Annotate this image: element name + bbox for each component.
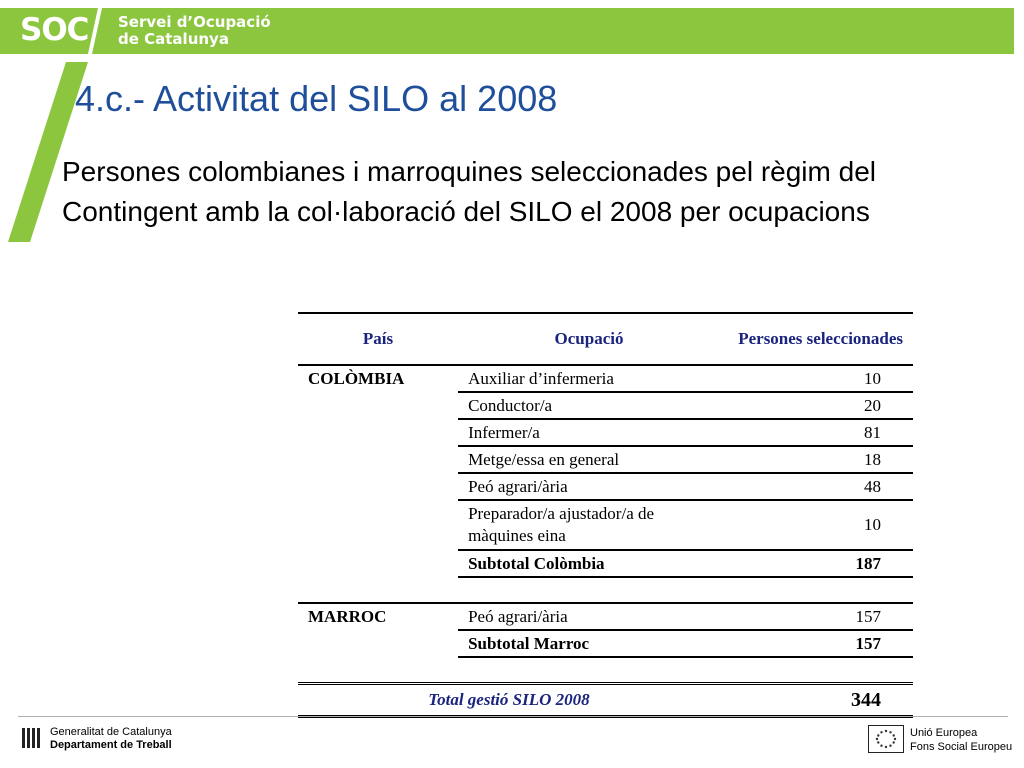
logo-slash-icon (88, 8, 102, 54)
table-row (298, 500, 913, 550)
header-band (0, 8, 1014, 54)
country-colombia: COLÒMBIA (308, 369, 405, 388)
table-row (298, 392, 913, 419)
occupation-cell: Auxiliar d’infermeria (458, 365, 720, 392)
eu-line2: Fons Social Europeu (910, 741, 1013, 753)
soc-logo-text: SOC (20, 12, 89, 48)
count-cell: 81 (720, 419, 913, 446)
total-label: Total gestió SILO 2008 (298, 684, 720, 717)
count-cell: 157 (720, 603, 913, 630)
generalitat-logo-icon (20, 726, 44, 750)
eu-flag-icon (868, 725, 904, 753)
footer-divider (18, 716, 1008, 717)
occupation-cell: Metge/essa en general (458, 446, 720, 473)
subtotal-label: Subtotal Marroc (458, 630, 720, 657)
country-marroc: MARROC (308, 607, 387, 626)
header-country: País (298, 313, 458, 365)
subtotal-row (298, 630, 913, 657)
eu-text (910, 726, 1012, 754)
occupation-cell: Conductor/a (458, 392, 720, 419)
subtotal-label: Subtotal Colòmbia (458, 550, 720, 577)
spacer-row (298, 657, 913, 684)
occupations-table (298, 312, 913, 718)
count-cell: 10 (720, 500, 913, 550)
eu-line1: Unió Europea (910, 727, 978, 739)
count-cell: 18 (720, 446, 913, 473)
header-selected: Persones seleccionades (720, 313, 913, 365)
org-name-line1: Servei d’Ocupació (118, 13, 271, 31)
table-row (298, 419, 913, 446)
table-row (298, 473, 913, 500)
page-subtitle: Persones colombianes i marroquines seleccionades pel règim del Contingent amb la col·laboració del SILO el 2008 per ocupacions (62, 156, 876, 227)
generalitat-text (50, 726, 172, 752)
total-row (298, 684, 913, 717)
table-row (298, 603, 913, 630)
occupation-cell: Peó agrari/ària (458, 473, 720, 500)
spacer-row (298, 577, 913, 603)
table-header-row (298, 313, 913, 365)
occupation-cell: Infermer/a (458, 419, 720, 446)
header-occupation: Ocupació (458, 313, 720, 365)
soc-logo (0, 8, 100, 54)
subtotal-value: 187 (720, 550, 913, 577)
count-cell: 10 (720, 365, 913, 392)
org-name (118, 14, 271, 48)
occupation-cell: Preparador/a ajustador/a de màquines eina (458, 500, 720, 550)
occupation-cell: Peó agrari/ària (458, 603, 720, 630)
org-name-line2: de Catalunya (118, 30, 229, 48)
count-cell: 48 (720, 473, 913, 500)
page-title: 4.c.- Activitat del SILO al 2008 (75, 78, 558, 119)
table-row (298, 446, 913, 473)
generalitat-line1: Generalitat de Catalunya (50, 726, 172, 738)
total-value: 344 (720, 684, 913, 717)
count-cell: 20 (720, 392, 913, 419)
table-row (298, 365, 913, 392)
subtotal-row (298, 550, 913, 577)
subtotal-value: 157 (720, 630, 913, 657)
generalitat-line2: Departament de Treball (50, 739, 172, 751)
